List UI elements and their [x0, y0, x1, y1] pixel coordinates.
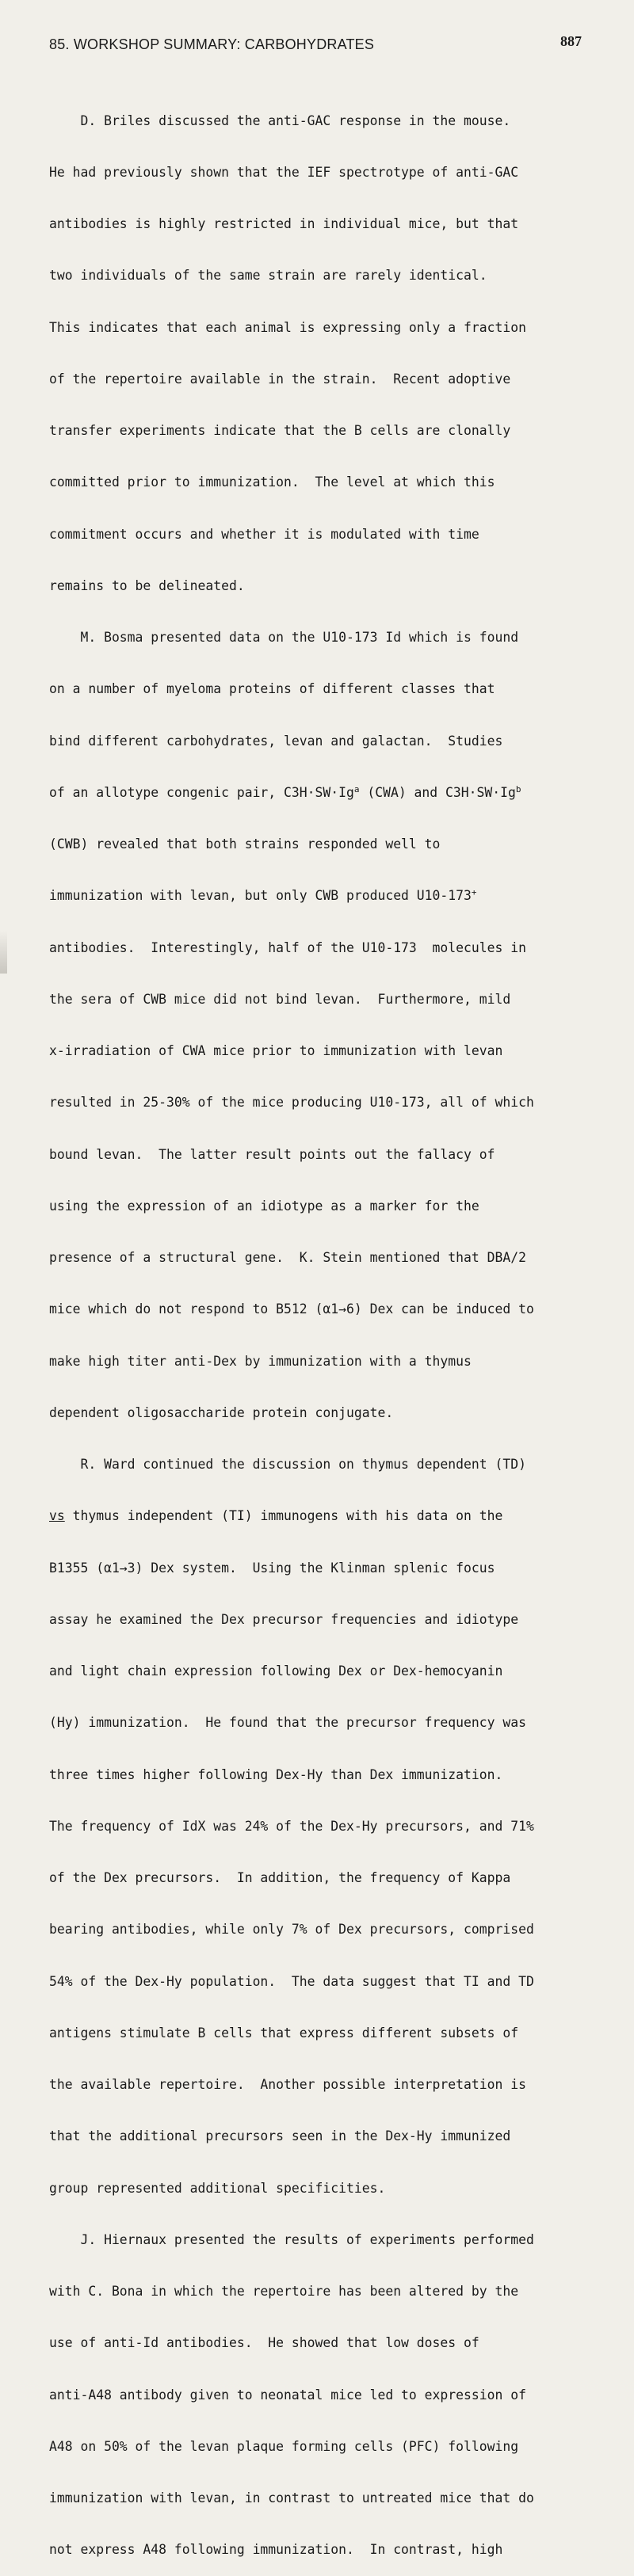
text-line: immunization with levan, in contrast to untreated mice that do	[49, 2490, 534, 2506]
page-header	[49, 33, 582, 57]
text-line: (Hy) immunization. He found that the precursor frequency was	[49, 1715, 526, 1731]
body-text	[49, 78, 582, 2576]
text-line: antigens stimulate B cells that express different subsets of	[49, 2025, 519, 2041]
text-line: the available repertoire. Another possible interpretation is	[49, 2077, 526, 2092]
text-line: on a number of myeloma proteins of different classes that	[49, 681, 495, 697]
text-line: resulted in 25-30% of the mice producing U10-173, all of which	[49, 1095, 534, 1111]
text-line: assay he examined the Dex precursor frequencies and idiotype	[49, 1611, 519, 1627]
text-line: using the expression of an idiotype as a marker for the	[49, 1198, 479, 1214]
superscript-plus: +	[471, 887, 477, 898]
text-line-allotype	[49, 784, 582, 802]
text-line: He had previously shown that the IEF spectrotype of anti-GAC	[49, 164, 519, 180]
text-line: transfer experiments indicate that the B cells are clonally	[49, 423, 511, 438]
text-line: anti-A48 antibody given to neonatal mice led to expression of	[49, 2387, 526, 2403]
text-line-vs	[49, 1507, 582, 1525]
text-line: M. Bosma presented data on the U10-173 Id which is found	[49, 630, 519, 645]
text-line: 54% of the Dex-Hy population. The data suggest that TI and TD	[49, 1973, 534, 1989]
text-line: bind different carbohydrates, levan and galactan. Studies	[49, 733, 503, 749]
text-segment: thymus independent (TI) immunogens with his data on the	[64, 1508, 503, 1524]
running-head: 85. WORKSHOP SUMMARY: CARBOHYDRATES	[49, 36, 375, 52]
text-line: R. Ward continued the discussion on thymus dependent (TD)	[49, 1457, 526, 1472]
page-edge-shadow	[0, 931, 7, 974]
text-line: of the repertoire available in the strain. Recent adoptive	[49, 371, 511, 387]
text-line: dependent oligosaccharide protein conjugate.	[49, 1404, 394, 1420]
text-line: not express A48 following immunization. In contrast, high	[49, 2542, 503, 2558]
text-line: and light chain expression following Dex or Dex-hemocyanin	[49, 1663, 503, 1679]
text-line: D. Briles discussed the anti-GAC response in the mouse.	[49, 112, 511, 128]
text-line: use of anti-Id antibodies. He showed that low doses of	[49, 2335, 479, 2351]
text-line: The frequency of IdX was 24% of the Dex-Hy precursors, and 71%	[49, 1818, 534, 1834]
text-line: bound levan. The latter result points out the fallacy of	[49, 1146, 495, 1162]
text-line: A48 on 50% of the levan plaque forming cells (PFC) following	[49, 2438, 519, 2454]
text-line: presence of a structural gene. K. Stein mentioned that DBA/2	[49, 1250, 526, 1265]
text-line-plus	[49, 887, 582, 905]
text-line: This indicates that each animal is expressing only a fraction	[49, 319, 526, 335]
text-line: antibodies is highly restricted in individual mice, but that	[49, 216, 519, 231]
text-segment: (CWA) and C3H·SW·Ig	[359, 784, 516, 800]
text-line: three times higher following Dex-Hy than Dex immunization.	[49, 1766, 503, 1782]
text-line: two individuals of the same strain are rarely identical.	[49, 268, 487, 284]
text-line: committed prior to immunization. The level at which this	[49, 474, 495, 490]
superscript-b: b	[515, 783, 521, 795]
text-line: make high titer anti-Dex by immunization with a thymus	[49, 1353, 472, 1369]
text-line: bearing antibodies, while only 7% of Dex precursors, comprised	[49, 1922, 534, 1938]
text-segment: of an allotype congenic pair, C3H·SW·Ig	[49, 784, 354, 800]
text-line: of the Dex precursors. In addition, the frequency of Kappa	[49, 1870, 511, 1885]
text-segment: immunization with levan, but only CWB produced U10-173	[49, 888, 472, 904]
text-line: the sera of CWB mice did not bind levan. Furthermore, mild	[49, 991, 511, 1007]
vs-abbreviation: vs	[49, 1508, 65, 1524]
text-line: x-irradiation of CWA mice prior to immunization with levan	[49, 1043, 503, 1058]
text-line: B1355 (α1→3) Dex system. Using the Klinman splenic focus	[49, 1560, 495, 1576]
text-line: remains to be delineated.	[49, 577, 245, 593]
text-line: that the additional precursors seen in the Dex-Hy immunized	[49, 2128, 511, 2144]
text-line: (CWB) revealed that both strains responded well to	[49, 836, 441, 852]
text-line: J. Hiernaux presented the results of experiments performed	[49, 2231, 534, 2247]
page-number: 887	[560, 33, 582, 49]
superscript-a: a	[353, 783, 360, 795]
text-line: group represented additional specificities.	[49, 2180, 386, 2196]
text-line: with C. Bona in which the repertoire has been altered by the	[49, 2284, 519, 2299]
text-line: commitment occurs and whether it is modulated with time	[49, 526, 479, 542]
text-line: antibodies. Interestingly, half of the U10-173 molecules in	[49, 939, 526, 955]
text-line: mice which do not respond to B512 (α1→6) Dex can be induced to	[49, 1301, 534, 1317]
